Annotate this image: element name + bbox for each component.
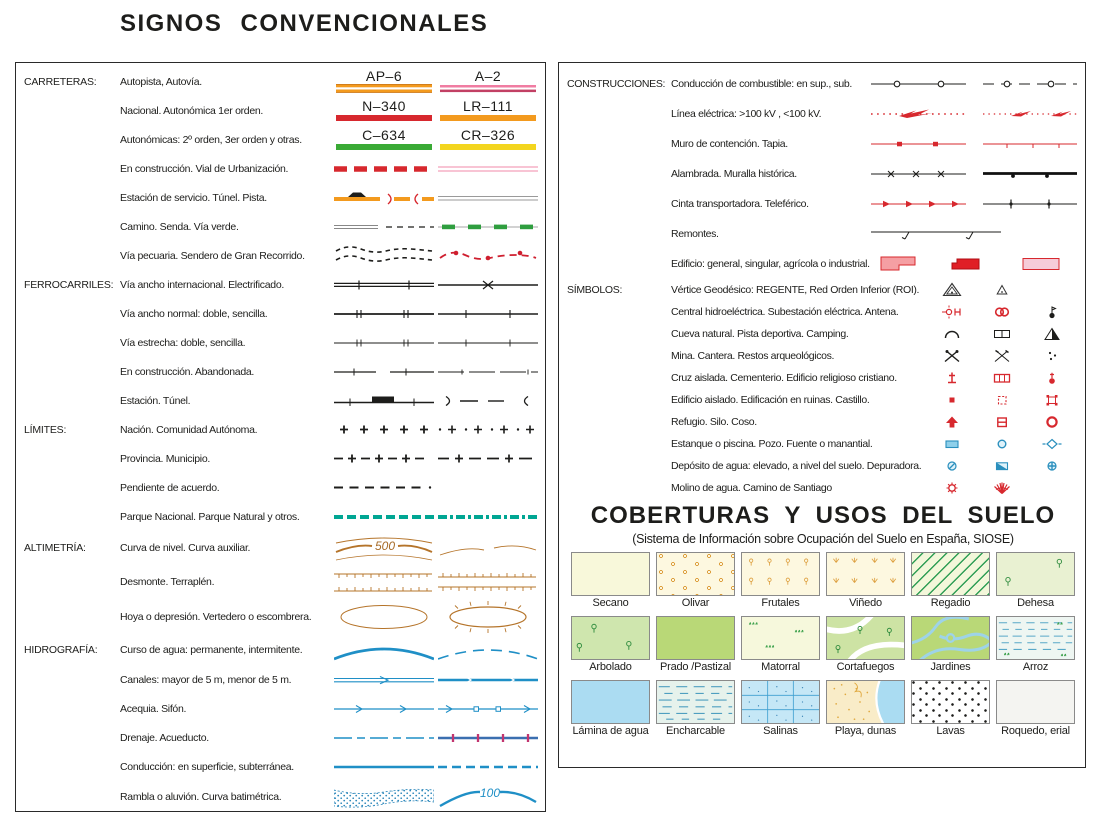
roquedo-swatch — [996, 680, 1075, 724]
bullring-icon — [1027, 414, 1077, 430]
legend-row-estanque: Estanque o piscina. Pozo. Fuente o manantial. — [567, 433, 1079, 455]
legend-row-molino: Molino de agua. Camino de Santiago — [567, 477, 1079, 499]
water-mill-icon — [927, 480, 977, 496]
electrified-rail-symbol — [436, 280, 540, 290]
antenna-icon — [1027, 304, 1077, 320]
rail-tunnel-symbol — [436, 396, 540, 406]
large-canal-symbol — [332, 675, 436, 685]
landcover-cell-arbolado: Arbolado — [571, 616, 650, 673]
legend-row-refugio: Refugio. Silo. Coso. — [567, 411, 1079, 433]
frutales-swatch — [741, 552, 820, 596]
scallop-shell-icon — [977, 480, 1027, 496]
right-legend-panel — [558, 62, 1086, 768]
matorral-swatch — [741, 616, 820, 660]
wash-alluvium-symbol — [332, 782, 436, 812]
legend-row-edificio: Edificio: general, singular, agrícola o industrial. — [567, 249, 1079, 279]
landcover-cell-playa: Playa, dunas — [826, 680, 905, 737]
encharcable-swatch — [656, 680, 735, 724]
cemetery-icon — [977, 370, 1027, 386]
landcover-cell-frutales: Frutales — [741, 552, 820, 609]
road-code: AP–6 — [365, 68, 403, 84]
spring-icon — [1027, 436, 1077, 452]
road-code: A–2 — [474, 68, 502, 84]
landcover-cell-jardines: Jardines — [911, 616, 990, 673]
legend-row-remontes: Remontes. — [567, 219, 1079, 249]
landcover-cell-olivar: Olivar — [656, 552, 735, 609]
church-icon — [1027, 370, 1077, 386]
legend-row-estacion-servicio: Estación de servicio. Túnel. Pista. — [24, 183, 545, 212]
aqueduct-symbol — [436, 733, 540, 743]
legend-row-provincia: Provincia. Municipio. — [24, 444, 545, 473]
autonomic-road-symbol: LR–111 — [436, 100, 540, 122]
camping-tent-icon — [1027, 326, 1077, 342]
cortafuegos-swatch — [826, 616, 905, 660]
rail-station-symbol — [332, 396, 436, 406]
prado-swatch — [656, 616, 735, 660]
path-trail-symbol — [332, 222, 436, 232]
narrow-double-rail-symbol — [332, 338, 436, 348]
substation-icon — [977, 304, 1027, 320]
irrigation-ditch-symbol — [332, 704, 436, 714]
greenway-symbol — [436, 222, 540, 232]
category-label: CARRETERAS: — [24, 75, 97, 88]
legend-row-acequia: Acequia. Sifón. — [24, 694, 545, 723]
intl-gauge-rail-symbol — [332, 280, 436, 290]
legend-row-hoya: Hoya o depresión. Vertedero o escombrera. — [24, 599, 545, 635]
legend-row-rail-construccion: En construcción. Abandonada. — [24, 357, 545, 386]
legend-row-via-internacional: FERROCARRILES: Vía ancho internacional. Electrificado. — [24, 270, 545, 299]
landcover-cell-encharcable: Encharcable — [656, 680, 735, 737]
motorway-pink-symbol — [436, 70, 540, 93]
legend-row-muro: Muro de contención. Tapia. — [567, 129, 1079, 159]
livestock-route-symbol — [332, 246, 436, 266]
legend-row-via-estrecha: Vía estrecha: doble, sencilla. — [24, 328, 545, 357]
track-symbol — [436, 193, 540, 203]
nation-boundary-symbol — [332, 424, 436, 435]
double-track-rail-symbol — [332, 309, 436, 319]
long-distance-trail-symbol — [436, 246, 540, 266]
legend-row-nacional — [24, 96, 545, 125]
olivar-swatch — [656, 552, 735, 596]
refuge-icon — [927, 414, 977, 430]
legend-row-deposito: Depósito de agua: elevado, a nivel del suelo. Depuradora. — [567, 455, 1079, 477]
row-label: Autonómicas: 2º orden, 3er orden y otras. — [120, 133, 302, 146]
fence-wall-symbol — [871, 168, 1079, 180]
row-label: Nacional. Autonómica 1er orden. — [120, 104, 264, 117]
landcover-cell-vinedo: Viñedo — [826, 552, 905, 609]
arroz-swatch — [996, 616, 1075, 660]
service-station-tunnel-symbol — [332, 192, 436, 204]
archaeology-dots-icon — [1027, 348, 1077, 364]
contour-line-symbol — [332, 533, 436, 563]
legend-row-cruz: Cruz aislada. Cementerio. Edificio religioso cristiano. — [567, 367, 1079, 389]
legend-row-autonomicas — [24, 125, 545, 154]
geodesic-vertex-roi-icon — [977, 282, 1027, 298]
legend-row-parque: Parque Nacional. Parque Natural y otros. — [24, 502, 545, 531]
bathymetric-curve-symbol — [436, 782, 540, 812]
legend-row-rambla: Rambla o aluvión. Curva batimétrica. 100 — [24, 781, 545, 813]
province-boundary-symbol — [332, 453, 436, 464]
jardines-swatch — [911, 616, 990, 660]
motorway-orange-symbol — [332, 70, 436, 93]
cave-icon — [927, 326, 977, 342]
landcover-cell-lavas: Lavas — [911, 680, 990, 737]
legend-row-autopista — [24, 67, 545, 96]
retaining-wall-symbol — [871, 138, 1079, 150]
hydro-plant-icon — [927, 304, 977, 320]
drainage-symbol — [332, 733, 436, 743]
well-icon — [977, 436, 1027, 452]
intermittent-stream-symbol — [436, 637, 540, 663]
secano-swatch — [571, 552, 650, 596]
coberturas-subtitle: (Sistema de Información sobre Ocupación del Suelo en España, SIOSE) — [632, 532, 1014, 546]
silo-icon — [977, 414, 1027, 430]
legend-row-central: Central hidroeléctrica. Subestación eléctrica. Antena. — [567, 301, 1079, 323]
road-under-construction-symbol — [332, 164, 436, 174]
left-legend-panel — [15, 62, 546, 812]
landcover-cell-regadio: Regadio — [911, 552, 990, 609]
legend-row-cinta: Cinta transportadora. Teleférico. — [567, 189, 1079, 219]
mine-hammers-icon — [927, 348, 977, 364]
region-boundary-symbol — [436, 424, 540, 435]
depression-symbol — [332, 601, 436, 633]
embankment-cut-symbol — [436, 567, 540, 597]
svg-text:500: 500 — [374, 539, 396, 553]
legend-row-cueva: Cueva natural. Pista deportiva. Camping. — [567, 323, 1079, 345]
arbolado-swatch — [571, 616, 650, 660]
castle-icon — [1027, 392, 1077, 408]
legend-row-vertice: SÍMBOLOS: Vértice Geodésico: REGENTE, Red Orden Inferior (ROI). — [567, 279, 1079, 301]
autonomic3-road-symbol: CR–326 — [436, 129, 540, 151]
legend-row-curva-nivel: ALTIMETRÍA: Curva de nivel. Curva auxiliar. 500 — [24, 531, 545, 565]
legend-row-drenaje: Drenaje. Acueducto. — [24, 723, 545, 752]
dehesa-swatch — [996, 552, 1075, 596]
isolated-cross-icon — [927, 370, 977, 386]
treatment-plant-icon — [1027, 458, 1077, 474]
legend-row-linea-electrica: Línea eléctrica: >100 kV , <100 kV. — [567, 99, 1079, 129]
pond-icon — [927, 436, 977, 452]
natural-park-symbol — [436, 513, 540, 521]
legend-row-desmonte: Desmonte. Terraplén. — [24, 565, 545, 599]
national-road-symbol: N–340 — [332, 100, 436, 122]
ski-lift-symbol — [871, 227, 1079, 241]
lavas-swatch — [911, 680, 990, 724]
legend-row-combustible: CONSTRUCCIONES: Conducción de combustible: en sup., sub. — [567, 69, 1079, 99]
legend-row-estacion-tunel: Estación. Túnel. — [24, 386, 545, 415]
row-label: Autopista, Autovía. — [120, 75, 202, 88]
legend-row-canales: Canales: mayor de 5 m, menor de 5 m. — [24, 665, 545, 694]
landcover-cell-prado: Prado /Pastizal — [656, 616, 735, 673]
legend-row-camino: Camino. Senda. Vía verde. — [24, 212, 545, 241]
legend-row-edificio-aislado: Edificio aislado. Edificación en ruinas. Castillo. — [567, 389, 1079, 411]
narrow-single-rail-symbol — [436, 338, 540, 348]
legend-row-via-pecuaria: Vía pecuaria. Sendero de Gran Recorrido. — [24, 241, 545, 270]
ground-tank-icon — [977, 458, 1027, 474]
abandoned-rail-symbol — [436, 367, 540, 377]
legend-row-mina: Mina. Cantera. Restos arqueológicos. — [567, 345, 1079, 367]
page-title: SIGNOS CONVENCIONALES — [120, 10, 489, 37]
legend-row-conduccion: Conducción: en superficie, subterránea. — [24, 752, 545, 781]
quarry-hammers-icon — [977, 348, 1027, 364]
landcover-cell-dehesa: Dehesa — [996, 552, 1075, 609]
landcover-cell-arroz: Arroz — [996, 616, 1075, 673]
legend-row-pendiente: Pendiente de acuerdo. — [24, 473, 545, 502]
vinedo-swatch — [826, 552, 905, 596]
ruins-icon — [977, 392, 1027, 408]
autonomic2-road-symbol: C–634 — [332, 129, 436, 151]
legend-row-via-normal: Vía ancho normal: doble, sencilla. — [24, 299, 545, 328]
auxiliary-contour-symbol — [436, 533, 540, 563]
sports-court-icon — [977, 326, 1027, 342]
permanent-stream-symbol — [332, 637, 436, 663]
national-park-symbol — [332, 513, 436, 521]
landcover-cell-cortafuegos: Cortafuegos — [826, 616, 905, 673]
conveyor-cablecar-symbol — [871, 198, 1079, 210]
landcover-cell-salinas: Salinas — [741, 680, 820, 737]
landfill-symbol — [436, 601, 540, 633]
rail-under-construction-symbol — [332, 367, 436, 377]
landcover-grid — [567, 546, 1079, 737]
landcover-cell-secano: Secano — [571, 552, 650, 609]
landcover-cell-roquedo: Roquedo, erial — [996, 680, 1075, 737]
legend-row-construccion-vial: En construcción. Vial de Urbanización. — [24, 154, 545, 183]
urbanization-road-symbol — [436, 164, 540, 174]
fuel-pipeline-symbol — [871, 78, 1079, 90]
elevated-tank-icon — [927, 458, 977, 474]
single-track-rail-symbol — [436, 309, 540, 319]
geodesic-vertex-regente-icon — [927, 282, 977, 298]
pending-agreement-symbol — [332, 482, 436, 493]
playa-swatch — [826, 680, 905, 724]
underground-pipeline-symbol — [436, 762, 540, 772]
svg-text:100: 100 — [479, 786, 501, 800]
small-canal-symbol — [436, 675, 540, 685]
legend-row-curso-agua: HIDROGRAFÍA: Curso de agua: permanente, intermitente. — [24, 635, 545, 665]
regadio-swatch — [911, 552, 990, 596]
legend-row-nacion: LÍMITES: Nación. Comunidad Autónoma. — [24, 415, 545, 444]
isolated-building-icon — [927, 392, 977, 408]
building-symbols — [871, 255, 1079, 273]
salinas-swatch — [741, 680, 820, 724]
cut-embankment-symbol — [332, 567, 436, 597]
municipality-boundary-symbol — [436, 453, 540, 464]
power-line-symbol — [871, 108, 1079, 120]
surface-pipeline-symbol — [332, 762, 436, 772]
coberturas-title: COBERTURAS Y USOS DEL SUELO — [590, 502, 1056, 529]
lamina-swatch — [571, 680, 650, 724]
landcover-cell-lamina: Lámina de agua — [571, 680, 650, 737]
siphon-symbol — [436, 704, 540, 714]
legend-row-alambrada: Alambrada. Muralla histórica. — [567, 159, 1079, 189]
landcover-cell-matorral: Matorral — [741, 616, 820, 673]
